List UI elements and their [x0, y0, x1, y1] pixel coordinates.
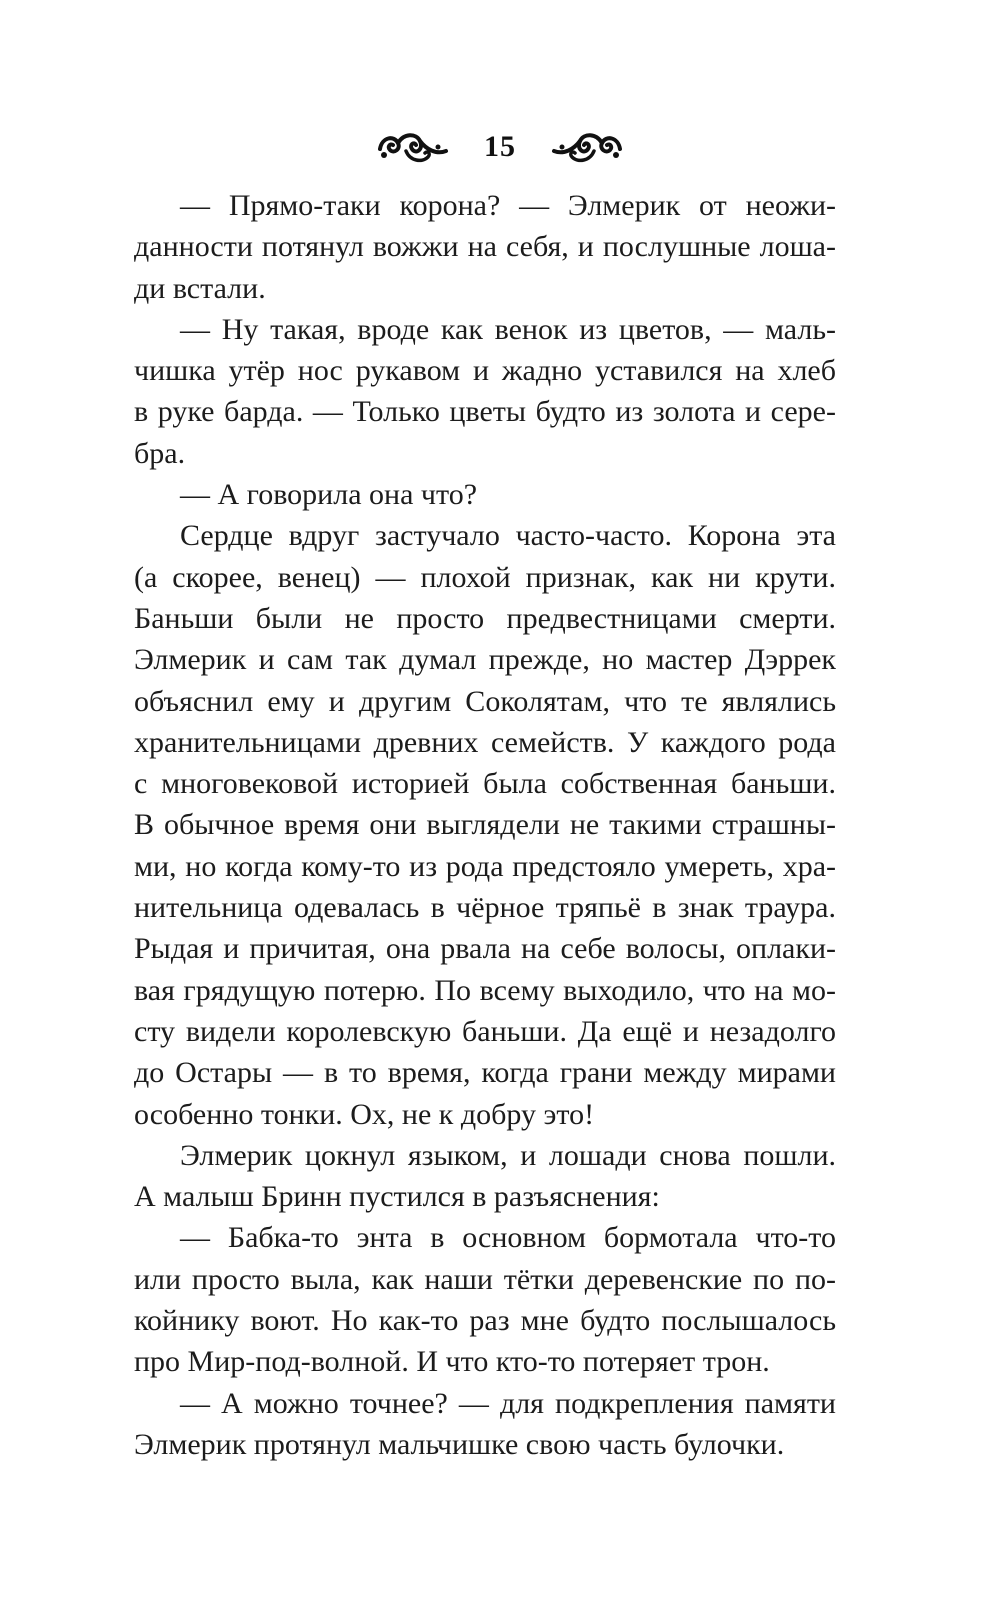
- text-line: ди встали.: [134, 271, 266, 305]
- text-line: бра.: [134, 436, 186, 470]
- text-line: — Прямо-таки корона? — Элмерик от неожи-: [180, 189, 836, 222]
- text-line: объяснил ему и другим Соколятам, что те являлись: [134, 684, 836, 718]
- chapter-number: 15: [484, 130, 516, 163]
- text-line: хранительницами древних семейств. У каждого рода: [134, 725, 836, 759]
- text-line: — А говорила она что?: [180, 478, 478, 512]
- text-line: с многовековой историей была собственная баньши.: [134, 767, 836, 801]
- text-line: Рыдая и причитая, она рвала на себе волосы, оплаки-: [134, 932, 836, 966]
- text-line: до Остары — в то время, когда грани между мирами: [134, 1056, 836, 1090]
- text-line: чишка утёр нос рукавом и жадно уставился на хлеб: [134, 354, 836, 388]
- text-line: А малыш Бринн пустился в разъяснения:: [134, 1180, 660, 1214]
- text-line: данности потянул вожжи на себя, и послушные лоша-: [134, 230, 836, 264]
- body-text: [134, 185, 836, 1465]
- text-line: особенно тонки. Ох, не к добру это!: [134, 1097, 595, 1131]
- text-line: (а скорее, венец) — плохой признак, как ни крути.: [134, 560, 836, 594]
- text-line: Сердце вдруг застучало часто-часто. Корона эта: [180, 519, 836, 553]
- text-line: Элмерик протянул мальчишке свою часть булочки.: [134, 1427, 785, 1461]
- left-flourish-icon: [376, 127, 450, 167]
- text-line: или просто выла, как наши тётки деревенские по по-: [134, 1262, 836, 1296]
- text-line: Баньши были не просто предвестницами смерти.: [134, 601, 836, 635]
- text-line: — Бабка-то энта в основном бормотала что-то: [180, 1221, 836, 1255]
- text-line: Элмерик и сам так думал прежде, но мастер Дэррек: [134, 643, 836, 677]
- text-line: сту видели королевскую баньши. Да ещё и незадолго: [134, 1014, 836, 1048]
- text-line: в руке барда. — Только цветы будто из золота и сере-: [134, 395, 836, 429]
- text-line: нительница одевалась в чёрное тряпьё в знак траура.: [134, 891, 836, 925]
- chapter-header: [0, 122, 1000, 172]
- right-flourish-icon: [550, 127, 624, 167]
- text-line: — А можно точнее? — для подкрепления памяти: [180, 1386, 836, 1420]
- text-line: В обычное время они выглядели не такими страшны-: [134, 808, 836, 842]
- text-line: — Ну такая, вроде как венок из цветов, — маль-: [180, 312, 836, 346]
- text-line: Элмерик цокнул языком, и лошади снова пошли.: [180, 1138, 836, 1172]
- text-line: вая грядущую потерю. По всему выходило, что на мо-: [134, 973, 836, 1007]
- text-line: ми, но когда кому-то из рода предстояло умереть, хра-: [134, 849, 836, 883]
- text-line: койнику воют. Но как-то раз мне будто послышалось: [134, 1304, 836, 1338]
- text-line: про Мир-под-волной. И что кто-то потеряет трон.: [134, 1345, 770, 1379]
